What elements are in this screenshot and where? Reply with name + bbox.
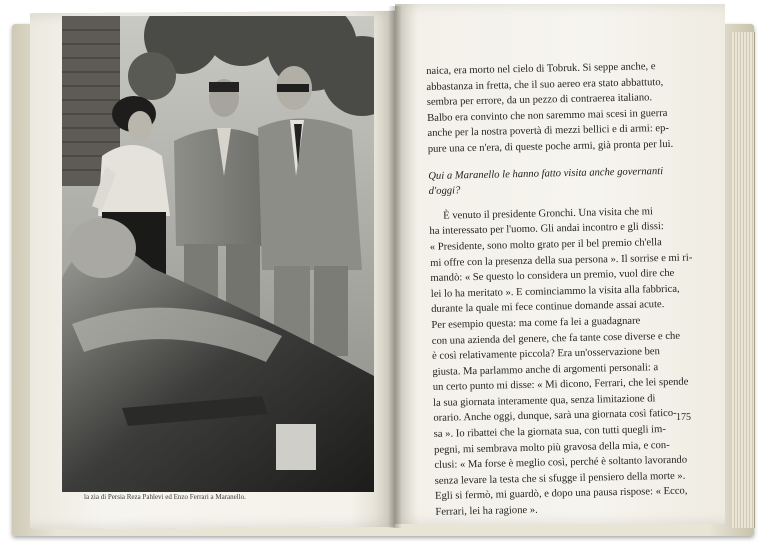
text-line: ha interessato per l'uomo. Gli andai incontro e gli dissi: xyxy=(429,221,664,238)
text-line: pure una ce n'era, di queste poche armi, già pronta per lui. xyxy=(427,138,674,155)
text-line: mi offre con la presenza della sua persona ». Il sorrise e mi ri- xyxy=(430,251,693,269)
caption-line: la zia di Persia Reza Pahlevi ed Enzo Ferrari a Maranello. xyxy=(84,493,246,501)
text-line: naica, era morto nel cielo di Tobruk. Si seppe anche, e xyxy=(426,61,656,77)
interview-question: Qui a Maranello le hanno fatto visita anche governanti xyxy=(428,165,664,182)
photo-caption xyxy=(84,484,364,502)
page-number: 175 xyxy=(676,412,691,423)
text-line: mandò: « Se questo lo considera un premio, vuol dire che xyxy=(430,267,675,285)
right-page-text xyxy=(426,58,722,521)
text-line: senza levare la testa che si sfugge il pensiero della morte ». xyxy=(434,470,686,487)
text-line: Per esempio questa: ma come fa lei a guadagnare xyxy=(431,315,641,331)
text-line: sa ». Io ribattei che la giornata sua, con tutti quegli im- xyxy=(433,424,666,440)
interview-question: d'oggi? xyxy=(428,185,461,198)
text-line: orario. Anche oggi, dunque, sarà una giornata così fatico- xyxy=(433,408,677,425)
caption-line: La principessa Soraya, xyxy=(84,484,148,492)
text-line: abbastanza in fretta, che il suo aereo era stato abbattuto, xyxy=(426,76,664,93)
text-line: clusi: « Ma forse è meglio così, perché è soltanto lavorando xyxy=(434,454,688,472)
book-gutter xyxy=(388,6,402,528)
text-line: è così relativamente piccola? Era un'osservazione ben xyxy=(432,346,661,363)
text-line: un certo punto mi disse: « Mi dicono, Ferrari, che lei spende xyxy=(432,376,689,394)
photograph xyxy=(62,16,374,492)
text-line: pegni, mi sembrava molto più gravosa della mia, e con- xyxy=(433,439,670,456)
text-line: lei lo ha meritato ». E cominciammo la visita alla fabbrica, xyxy=(430,283,680,300)
page-edges xyxy=(732,32,755,528)
text-line: sembra per errore, da un pezzo di contraerea italiano. xyxy=(426,92,653,109)
text-line: durante la quale mi fece continue domande assai acute. xyxy=(431,299,665,316)
text-line: Balbo era convinto che non saremmo mai scesi in guerra xyxy=(427,107,668,124)
text-line: con una azienda del genere, che fa tante cose diverse e che xyxy=(431,330,681,347)
text-line: Ferrari, lei ha ragione ». xyxy=(435,504,538,518)
text-line: anche per la nostra povertà di mezzi bellici e di armi: ep- xyxy=(427,123,670,140)
text-line: È venuto il presidente Gronchi. Una visita che mi xyxy=(443,206,654,222)
text-line: Egli si fermò, mi guardò, e dopo una pausa rispose: « Ecco, xyxy=(434,486,688,503)
text-line: giusta. Ma parlammo anche di argomenti personali: a xyxy=(432,361,659,378)
text-line: « Presidente, sono molto grato per il bel premio ch'ella xyxy=(429,237,662,253)
text-line: la sua giornata interamente qua, senza limitazione di xyxy=(432,393,656,409)
photo-illustration xyxy=(62,16,374,492)
